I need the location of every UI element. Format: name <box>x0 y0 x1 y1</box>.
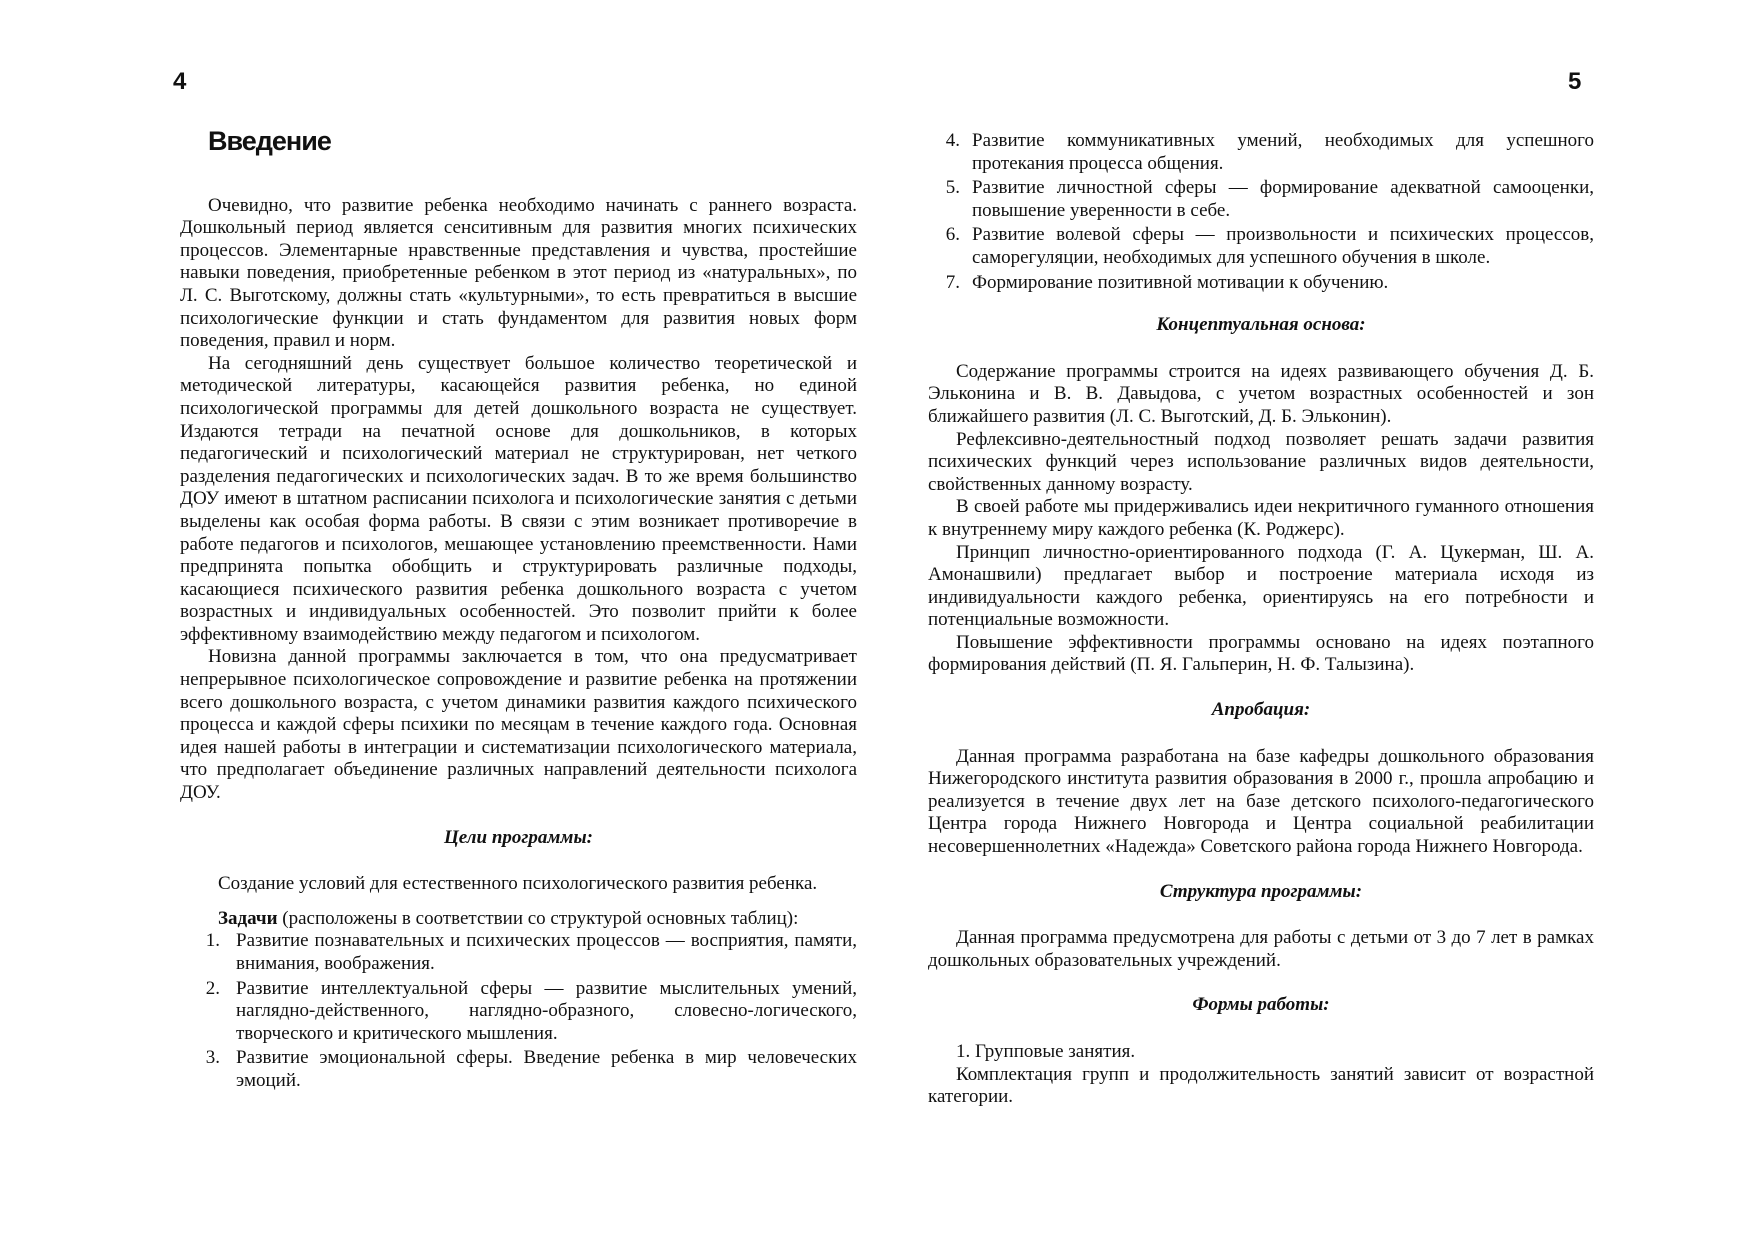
list-item-number: 1. <box>205 930 220 952</box>
forms-text: Комплектация групп и продолжительность занятий зависит от возрастной категории. <box>928 1063 1594 1108</box>
list-item <box>180 978 857 1046</box>
list-item <box>180 1047 857 1092</box>
list-item-number: 3. <box>205 1047 220 1069</box>
approbation-heading: Апробация: <box>1211 699 1311 721</box>
left-page-column <box>180 126 857 1095</box>
concept-heading: Концептуальная основа: <box>1156 314 1366 336</box>
concept-paragraph-2: Рефлексивно-деятельностный подход позволяет решать задачи развития психических функций через использование различных видов деятельности, свойственных данному возрасту. <box>928 428 1594 495</box>
list-item-number: 5. <box>945 177 960 199</box>
intro-paragraph-3: Новизна данной программы заключается в том, что она предусматривает непрерывное психологическое сопровождение и развитие ребенка на протяжении всего дошкольного возраста, с учетом динамики развития каждого психического процесса и каждой сферы психики по месяцам в течение каждого года. Основная идея нашей работы в интеграции и систематизации психологического материала, что предполагает объединение различных направлений деятельности психолога ДОУ. <box>180 646 857 804</box>
tasks-intro <box>180 908 857 931</box>
chapter-title: Введение <box>208 126 331 156</box>
tasks-list-continued <box>928 130 1594 294</box>
page-number-left: 4 <box>173 68 187 95</box>
page-number-right: 5 <box>1568 68 1582 95</box>
list-item-text: Развитие коммуникативных умений, необходимых для успешного протекания процесса общения. <box>972 130 1594 174</box>
list-item-text: Развитие личностной сферы — формирование адекватной самооценки, повышение уверенности в себе. <box>972 177 1594 221</box>
list-item-number: 6. <box>945 224 960 246</box>
concept-paragraph-4: Принцип личностно-ориентированного подхода (Г. А. Цукерман, Ш. А. Амонашвили) предлагает выбор и построение материала исходя из индивидуальности каждого ребенка, ориентируясь на его потребности и потенциальные возможности. <box>928 541 1594 631</box>
list-item <box>928 224 1594 269</box>
approbation-text: Данная программа разработана на базе кафедры дошкольного образования Нижегородского института развития образования в 2000 г., прошла апробацию и реализуется в течение двух лет на базе детского психолого-педагогического Центра города Нижнего Новгорода и Центра социальной реабилитации несовершеннолетних «Надежда» Советского района города Нижнего Новгорода. <box>928 745 1594 858</box>
tasks-list <box>180 930 857 1092</box>
intro-paragraph-2: На сегодняшний день существует большое количество теоретической и методической литературы, касающейся развития ребенка, но единой психологической программы для детей дошкольного возраста не существует. Издаются тетради на печатной основе для дошкольников, в которых педагогический и психологический материал не структурирован, нет четкого разделения педагогических и психологических задач. В то же время большинство ДОУ имеют в штатном расписании психолога и психологические занятия с детьми выделены как особая форма работы. В связи с этим возникает противоречие в работе педагогов и психологов, мешающее установлению преемственности. Нами предпринята попытка обобщить и структурировать различные подходы, касающиеся психического развития ребенка дошкольного возраста с учетом возрастных и индивидуальных особенностей. Это позволит прийти к более эффективному взаимодействию между педагогом и психологом. <box>180 352 857 645</box>
structure-text: Данная программа предусмотрена для работы с детьми от 3 до 7 лет в рамках дошкольных образовательных учреждений. <box>928 927 1594 971</box>
tasks-intro-rest: (расположены в соответствии со структурой основных таблиц): <box>277 907 799 929</box>
concept-paragraph-3: В своей работе мы придерживались идеи некритичного гуманного отношения к внутреннему миру каждого ребенка (К. Роджерс). <box>928 496 1594 540</box>
structure-heading: Структура программы: <box>1159 880 1363 902</box>
intro-paragraph-1: Очевидно, что развитие ребенка необходимо начинать с раннего возраста. Дошкольный период является сенситивным для развития многих психических процессов. Элементарные нравственные представления и чувства, простейшие навыки поведения, приобретенные ребенком в этот период из «натуральных», по Л. С. Выготскому, должны стать «культурными», то есть превратиться в высшие психологические функции и стать фундаментом для развития новых форм поведения, правил и норм. <box>180 194 857 352</box>
forms-heading: Формы работы: <box>1192 994 1330 1016</box>
list-item-text: Развитие волевой сферы — произвольности и психических процессов, саморегуляции, необходимых для успешного обучения в школе. <box>972 224 1594 268</box>
list-item-number: 7. <box>945 271 960 293</box>
list-item <box>928 177 1594 222</box>
list-item <box>928 130 1594 175</box>
goal-text: Создание условий для естественного психологического развития ребенка. <box>218 873 818 895</box>
list-item-text: Развитие интеллектуальной сферы — развитие мыслительных умений, наглядно-действенного, наглядно-образного, словесно-логического, творческого и критического мышления. <box>236 977 857 1044</box>
list-item-text: Развитие познавательных и психических процессов — восприятия, памяти, внимания, воображения. <box>236 930 857 974</box>
list-item-number: 4. <box>945 130 960 151</box>
list-item-text: Формирование позитивной мотивации к обучению. <box>972 271 1389 293</box>
list-item-number: 2. <box>205 977 220 999</box>
concept-paragraph-5: Повышение эффективности программы основано на идеях поэтапного формирования действий (П. Я. Гальперин, Н. Ф. Талызина). <box>928 631 1594 676</box>
list-item-text: Развитие эмоциональной сферы. Введение ребенка в мир человеческих эмоций. <box>236 1047 857 1091</box>
goals-heading: Цели программы: <box>444 826 593 848</box>
concept-paragraph-1: Содержание программы строится на идеях развивающего обучения Д. Б. Эльконина и В. В. Давыдова, с учетом возрастных особенностей и зон ближайшего развития (Л. С. Выготский, Д. Б. Эльконин). <box>928 360 1594 427</box>
list-item <box>928 272 1594 295</box>
tasks-label: Задачи <box>218 907 278 929</box>
list-item <box>180 930 857 975</box>
forms-item: 1. Групповые занятия. <box>956 1041 1136 1062</box>
right-page-column <box>928 130 1594 1109</box>
